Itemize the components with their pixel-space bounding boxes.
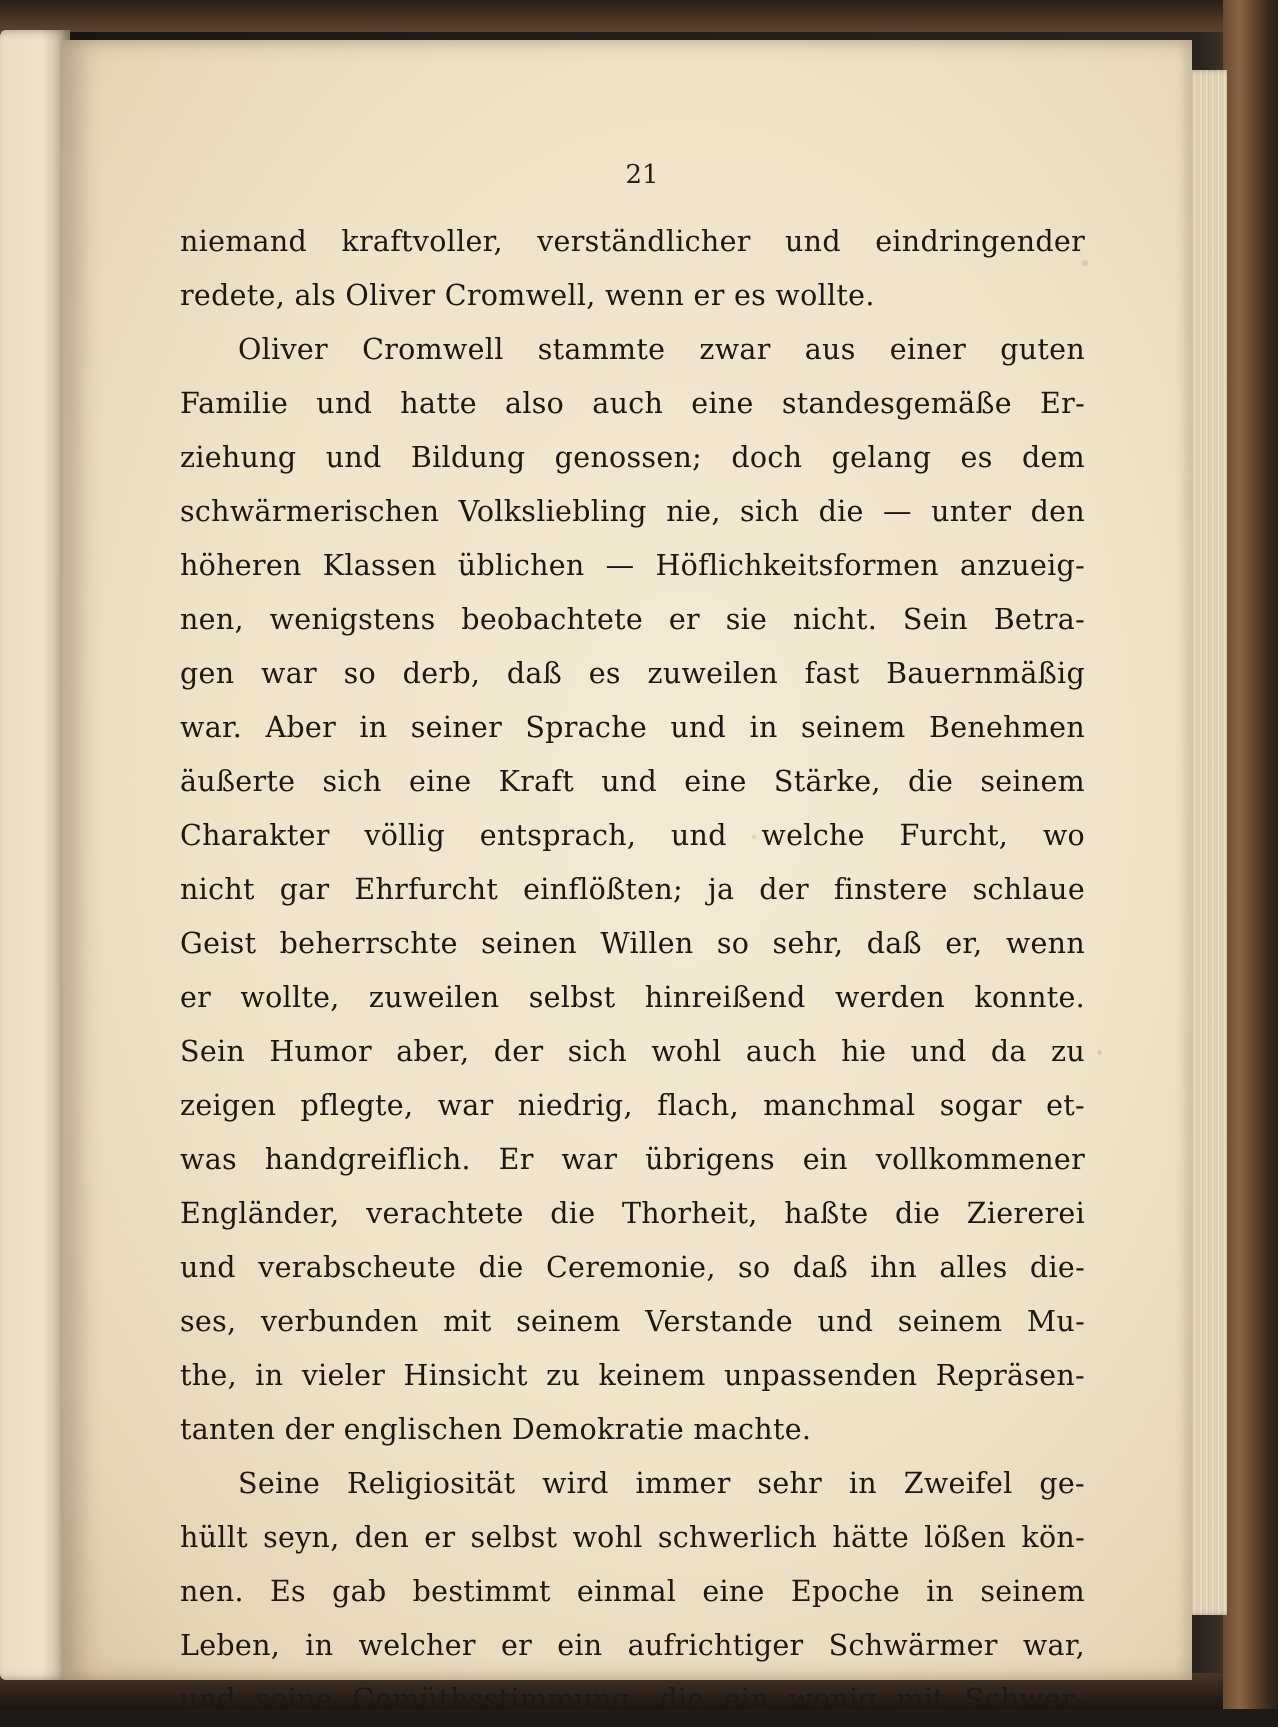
text-line: war. Aber in seiner Sprache und in seinem Benehmen [180, 711, 1085, 744]
text-line: ziehung und Bildung genossen; doch gelang es dem [180, 441, 1085, 474]
text-line: Geist beherrschte seinen Willen so sehr, daß er, wenn [180, 927, 1085, 960]
text-line: Familie und hatte also auch eine standesgemäße Er- [180, 387, 1085, 420]
text-line: nen. Es gab bestimmt einmal eine Epoche in seinem [180, 1575, 1085, 1608]
text-line: Sein Humor aber, der sich wohl auch hie und da zu [180, 1035, 1085, 1068]
text-line: er wollte, zuweilen selbst hinreißend werden konnte. [180, 981, 1085, 1014]
text-line: schwärmerischen Volksliebling nie, sich die — unter den [180, 495, 1085, 528]
text-line: Oliver Cromwell stammte zwar aus einer guten [238, 333, 1085, 366]
text-line: und verabscheute die Ceremonie, so daß ihn alles die- [180, 1251, 1085, 1284]
text-line: niemand kraftvoller, verständlicher und eindringender [180, 225, 1085, 258]
foxing-spot [1097, 1050, 1102, 1055]
text-line: äußerte sich eine Kraft und eine Stärke, die seinem [180, 765, 1085, 798]
text-line: tanten der englischen Demokratie machte. [180, 1413, 812, 1446]
binding-right [1223, 0, 1278, 1709]
page-number: 21 [625, 160, 659, 190]
text-line: hüllt seyn, den er selbst wohl schwerlich hätte lößen kön- [180, 1521, 1085, 1554]
text-line: was handgreiflich. Er war übrigens ein vollkommener [180, 1143, 1085, 1176]
body-text [180, 215, 1085, 1727]
text-line: Leben, in welcher er ein aufrichtiger Schwärmer war, [180, 1629, 1085, 1662]
text-line: Engländer, verachtete die Thorheit, haßte die Ziererei [180, 1197, 1085, 1230]
text-line: the, in vieler Hinsicht zu keinem unpassenden Repräsen- [180, 1359, 1085, 1392]
text-line: höheren Klassen üblichen — Höflichkeitsformen anzueig- [180, 549, 1085, 582]
text-line: nen, wenigstens beobachtete er sie nicht. Sein Betra- [180, 603, 1085, 636]
text-line: und seine Gemüthsstimmung, die ein wenig mit Schwer- [180, 1683, 1085, 1716]
binding-top [0, 0, 1278, 32]
book-page [62, 40, 1192, 1716]
text-line: redete, als Oliver Cromwell, wenn er es wollte. [180, 279, 875, 312]
text-line: gen war so derb, daß es zuweilen fast Bauernmäßig [180, 657, 1085, 690]
text-line: nicht gar Ehrfurcht einflößten; ja der finstere schlaue [180, 873, 1085, 906]
text-line: ses, verbunden mit seinem Verstande und seinem Mu- [180, 1305, 1085, 1338]
text-line: zeigen pflegte, war niedrig, flach, manchmal sogar et- [180, 1089, 1085, 1122]
text-line: Charakter völlig entsprach, und welche Furcht, wo [180, 819, 1085, 852]
text-line: Seine Religiosität wird immer sehr in Zweifel ge- [238, 1467, 1085, 1500]
left-page-edge [0, 30, 70, 1680]
